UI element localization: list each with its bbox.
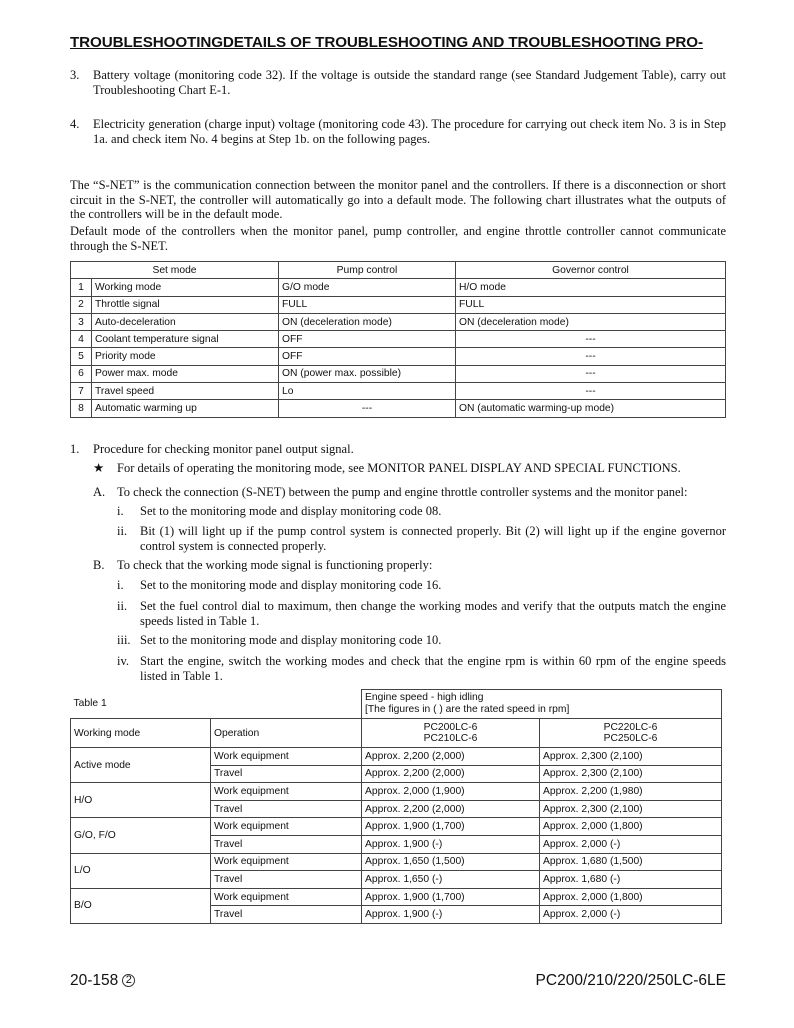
speed-b-cell: Approx. 2,000 (-) (540, 906, 722, 924)
set-mode-cell: Travel speed (92, 383, 279, 400)
procedure-title-text: Procedure for checking monitor panel output signal. (93, 442, 354, 456)
table-title-row (71, 690, 722, 719)
model-b-line-1: PC220LC-6 (603, 722, 658, 733)
step-text: To check that the working mode signal is functioning properly: (117, 558, 433, 572)
check-item-4 (70, 117, 726, 146)
set-mode-cell: Coolant temperature signal (92, 331, 279, 348)
pump-control-cell: FULL (279, 296, 456, 313)
model-b-line-2: PC250LC-6 (603, 733, 658, 744)
substep-text: Set to the monitoring mode and display monitoring code 10. (140, 633, 442, 647)
table-row (71, 365, 726, 382)
default-mode-paragraph: Default mode of the controllers when the monitor panel, pump controller, and engine throttle controller cannot communicate through the S-NET. (70, 224, 726, 253)
snet-paragraph: The “S-NET” is the communication connection between the monitor panel and the controllers. If there is a disconnection or short circuit in the S-NET, the controller will automatically go into a default mode. The following chart illustrates what the outputs of the controllers will be in the default mode. (70, 178, 726, 221)
engine-speed-header (362, 690, 722, 719)
table-row (71, 888, 722, 906)
pump-control-cell: OFF (279, 348, 456, 365)
page-number-footer (70, 972, 135, 990)
governor-control-cell: FULL (456, 296, 726, 313)
operation-cell: Work equipment (211, 818, 362, 836)
speed-b-cell: Approx. 2,300 (2,100) (540, 765, 722, 783)
step-label: B. (93, 558, 105, 572)
model-a-line-1: PC200LC-6 (423, 722, 478, 733)
governor-control-cell: --- (456, 331, 726, 348)
header-operation: Operation (211, 719, 362, 748)
item-text: Electricity generation (charge input) voltage (monitoring code 43). The procedure for carrying out check item No. 3 is in Step 1a. and check item No. 4 begins at Step 1b. on the following pages. (93, 117, 726, 146)
speed-b-cell: Approx. 1,680 (-) (540, 871, 722, 889)
engine-speed-title: Engine speed - high idling (365, 692, 484, 703)
substep (117, 524, 726, 553)
substep (117, 599, 726, 628)
model-footer: PC200/210/220/250LC-6LE (535, 972, 726, 989)
step-label: A. (93, 485, 106, 499)
working-mode-cell: Active mode (71, 748, 211, 783)
row-number: 4 (71, 331, 92, 348)
table-row (71, 331, 726, 348)
operation-cell: Work equipment (211, 748, 362, 766)
substep-number: ii. (117, 599, 128, 613)
header-governor-control: Governor control (456, 262, 726, 279)
engine-speed-table (70, 689, 722, 924)
speed-a-cell: Approx. 2,200 (2,000) (362, 748, 540, 766)
pump-control-cell: ON (deceleration mode) (279, 313, 456, 330)
substep-text: Set the fuel control dial to maximum, then change the working modes and verify that the outputs match the engine speeds listed in Table 1. (140, 599, 726, 628)
operation-cell: Travel (211, 800, 362, 818)
item-text: Battery voltage (monitoring code 32). If the voltage is outside the standard range (see Standard Judgement Table), carry out Troubleshooting Chart E-1. (93, 68, 726, 97)
pump-control-cell: G/O mode (279, 279, 456, 296)
step-b (93, 558, 726, 573)
item-number: 3. (70, 68, 80, 82)
operation-cell: Travel (211, 835, 362, 853)
governor-control-cell: H/O mode (456, 279, 726, 296)
speed-a-cell: Approx. 1,900 (-) (362, 835, 540, 853)
model-a-line-2: PC210LC-6 (423, 733, 478, 744)
row-number: 6 (71, 365, 92, 382)
substep (117, 633, 726, 648)
header-set-mode: Set mode (71, 262, 279, 279)
table-label: Table 1 (71, 690, 362, 719)
governor-control-cell: --- (456, 383, 726, 400)
speed-b-cell: Approx. 2,000 (-) (540, 835, 722, 853)
pump-control-cell: Lo (279, 383, 456, 400)
governor-control-cell: ON (automatic warming-up mode) (456, 400, 726, 417)
row-number: 2 (71, 296, 92, 313)
table-row (71, 748, 722, 766)
governor-control-cell: --- (456, 348, 726, 365)
revision-badge: 2 (122, 974, 135, 987)
table-row (71, 853, 722, 871)
item-number: 4. (70, 117, 80, 131)
speed-b-cell: Approx. 2,300 (2,100) (540, 748, 722, 766)
header-pump-control: Pump control (279, 262, 456, 279)
engine-speed-note: [The figures in ( ) are the rated speed in rpm] (365, 704, 570, 715)
governor-control-cell: ON (deceleration mode) (456, 313, 726, 330)
row-number: 7 (71, 383, 92, 400)
set-mode-cell: Power max. mode (92, 365, 279, 382)
procedure-title (70, 442, 726, 457)
procedure-note (93, 461, 726, 476)
speed-a-cell: Approx. 1,900 (-) (362, 906, 540, 924)
table-row (71, 313, 726, 330)
speed-a-cell: Approx. 1,650 (-) (362, 871, 540, 889)
substep (117, 578, 726, 593)
working-mode-cell: G/O, F/O (71, 818, 211, 853)
operation-cell: Travel (211, 906, 362, 924)
substep-number: iii. (117, 633, 131, 647)
working-mode-cell: B/O (71, 888, 211, 923)
operation-cell: Work equipment (211, 783, 362, 801)
header-working-mode: Working mode (71, 719, 211, 748)
row-number: 8 (71, 400, 92, 417)
star-icon: ★ (93, 461, 105, 475)
set-mode-cell: Automatic warming up (92, 400, 279, 417)
speed-a-cell: Approx. 2,200 (2,000) (362, 765, 540, 783)
table-row (71, 296, 726, 313)
check-item-3 (70, 68, 726, 97)
page-header-title: TROUBLESHOOTINGDETAILS OF TROUBLESHOOTING AND TROUBLESHOOTING PRO- (70, 34, 703, 51)
speed-b-cell: Approx. 2,300 (2,100) (540, 800, 722, 818)
operation-cell: Travel (211, 871, 362, 889)
table-row (71, 279, 726, 296)
set-mode-cell: Throttle signal (92, 296, 279, 313)
speed-b-cell: Approx. 2,200 (1,980) (540, 783, 722, 801)
speed-b-cell: Approx. 1,680 (1,500) (540, 853, 722, 871)
default-mode-table (70, 261, 726, 418)
speed-b-cell: Approx. 2,000 (1,800) (540, 888, 722, 906)
row-number: 5 (71, 348, 92, 365)
pump-control-cell: OFF (279, 331, 456, 348)
header-model-b (540, 719, 722, 748)
substep (117, 504, 726, 519)
set-mode-cell: Priority mode (92, 348, 279, 365)
working-mode-cell: H/O (71, 783, 211, 818)
operation-cell: Travel (211, 765, 362, 783)
note-text: For details of operating the monitoring mode, see MONITOR PANEL DISPLAY AND SPECIAL FUNCTIONS. (117, 461, 681, 475)
operation-cell: Work equipment (211, 888, 362, 906)
table-header-row (71, 262, 726, 279)
set-mode-cell: Auto-deceleration (92, 313, 279, 330)
substep-number: iv. (117, 654, 130, 668)
step-a (93, 485, 726, 500)
substep-number: ii. (117, 524, 128, 538)
procedure-number: 1. (70, 442, 80, 456)
row-number: 1 (71, 279, 92, 296)
speed-a-cell: Approx. 2,000 (1,900) (362, 783, 540, 801)
table-row (71, 400, 726, 417)
substep-number: i. (117, 504, 124, 518)
step-text: To check the connection (S-NET) between the pump and engine throttle controller systems and the monitor panel: (117, 485, 688, 499)
table-row (71, 383, 726, 400)
substep-number: i. (117, 578, 124, 592)
working-mode-cell: L/O (71, 853, 211, 888)
substep-text: Bit (1) will light up if the pump control system is connected properly. Bit (2) will light up if the engine governor control system is connected properly. (140, 524, 726, 553)
table-row (71, 783, 722, 801)
operation-cell: Work equipment (211, 853, 362, 871)
speed-a-cell: Approx. 2,200 (2,000) (362, 800, 540, 818)
row-number: 3 (71, 313, 92, 330)
speed-a-cell: Approx. 1,900 (1,700) (362, 818, 540, 836)
column-header-row (71, 719, 722, 748)
pump-control-cell: ON (power max. possible) (279, 365, 456, 382)
substep-text: Start the engine, switch the working modes and check that the engine rpm is within 60 rpm of the engine speeds listed in Table 1. (140, 654, 726, 683)
substep-text: Set to the monitoring mode and display monitoring code 16. (140, 578, 442, 592)
speed-b-cell: Approx. 2,000 (1,800) (540, 818, 722, 836)
substep-text: Set to the monitoring mode and display monitoring code 08. (140, 504, 442, 518)
page-number: 20-158 (70, 972, 119, 989)
table-row (71, 348, 726, 365)
table-row (71, 818, 722, 836)
header-model-a (362, 719, 540, 748)
speed-a-cell: Approx. 1,900 (1,700) (362, 888, 540, 906)
set-mode-cell: Working mode (92, 279, 279, 296)
substep (117, 654, 726, 683)
governor-control-cell: --- (456, 365, 726, 382)
pump-control-cell: --- (279, 400, 456, 417)
speed-a-cell: Approx. 1,650 (1,500) (362, 853, 540, 871)
